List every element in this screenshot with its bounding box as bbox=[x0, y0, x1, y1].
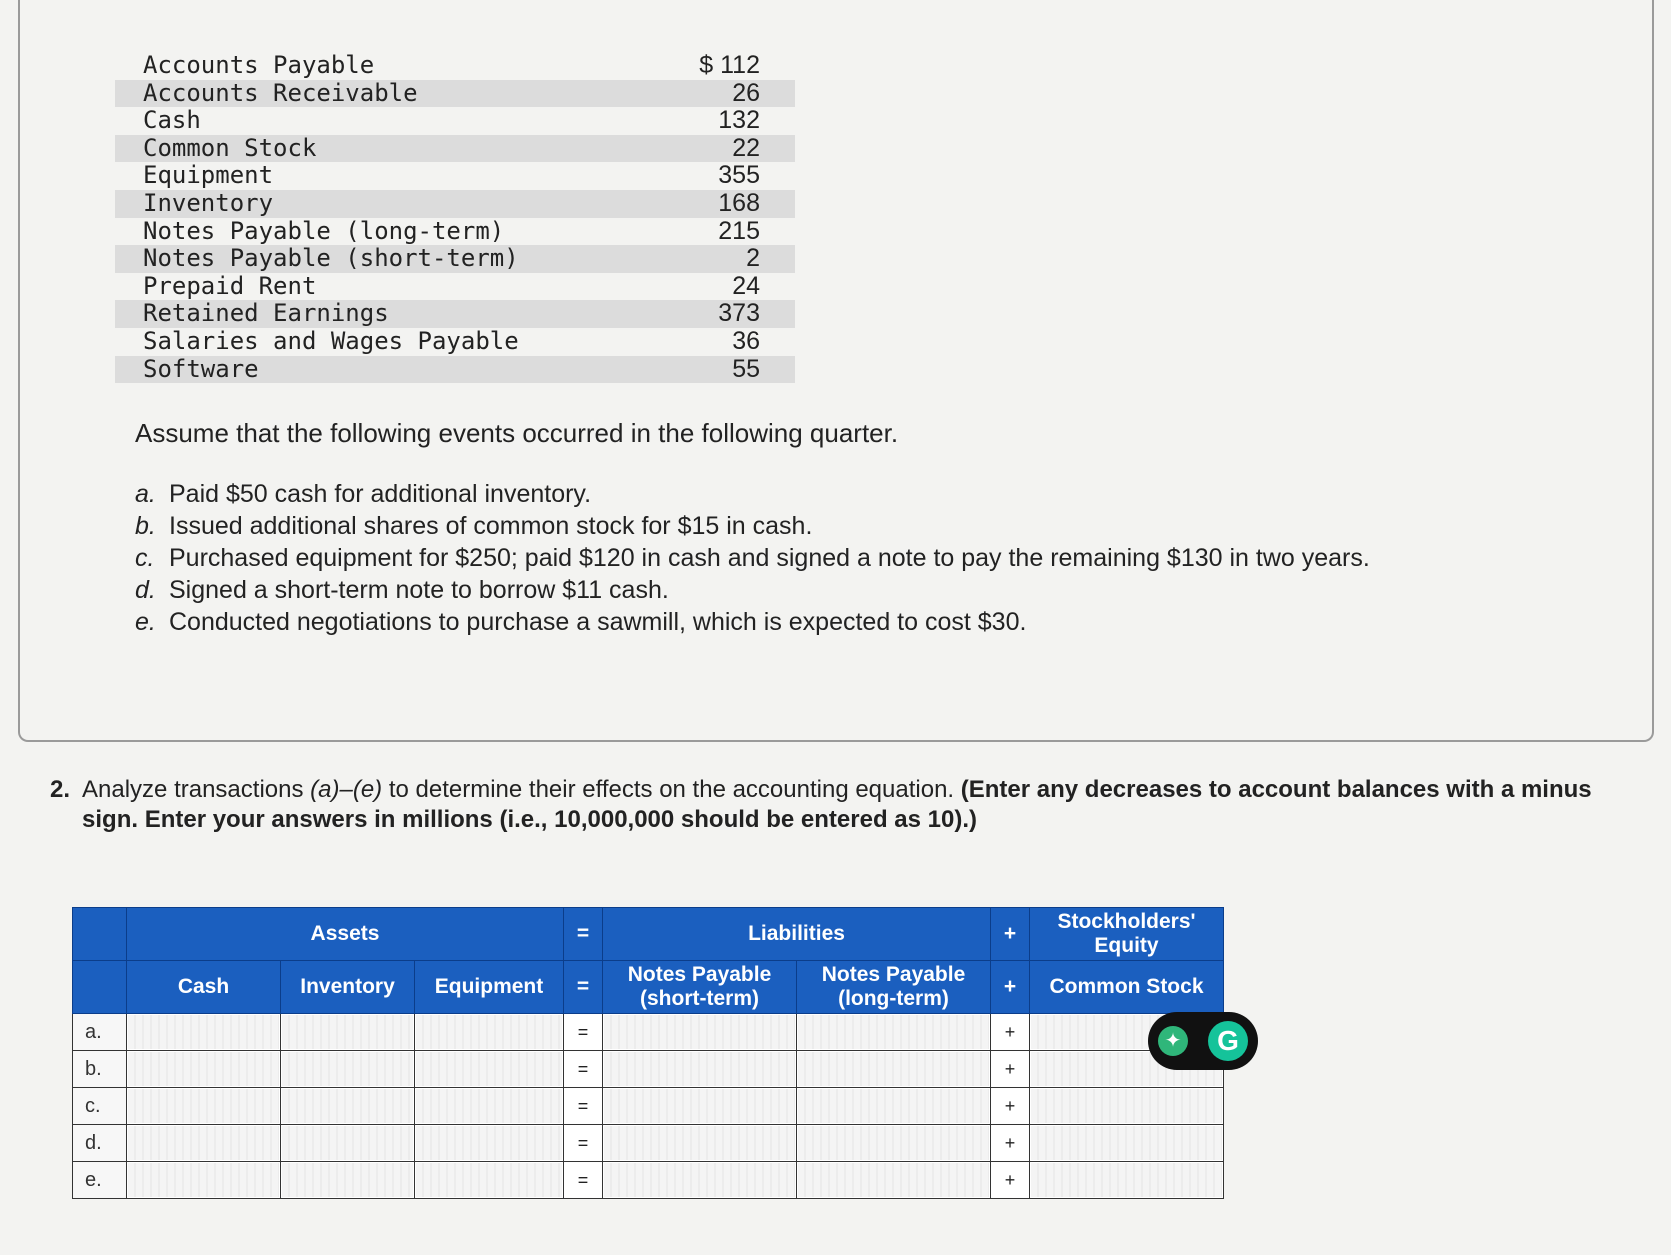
event-item: b. Issued additional shares of common stock for $15 in cash. bbox=[135, 512, 813, 540]
table-row bbox=[73, 1125, 1224, 1162]
inventory-input[interactable] bbox=[282, 1126, 413, 1160]
np-long-input[interactable] bbox=[798, 1015, 989, 1049]
question-text: Analyze transactions (a)–(e) to determine their effects on the accounting equation. (Enter any decreases to account balances with a minus sign. Enter your answers in millions (i.e., 10,000,000 should be entered as 10).) bbox=[82, 776, 1592, 833]
table-row bbox=[73, 1162, 1224, 1199]
inventory-input[interactable] bbox=[282, 1015, 413, 1049]
common-stock-input[interactable] bbox=[1031, 1126, 1222, 1160]
question-number: 2. bbox=[50, 776, 71, 803]
common-stock-input[interactable] bbox=[1031, 1089, 1222, 1123]
table-row bbox=[73, 1014, 1224, 1051]
balance-row: Common Stock 22 bbox=[115, 135, 795, 163]
group-header-row bbox=[73, 908, 1224, 961]
inventory-header: Inventory bbox=[281, 961, 415, 1014]
balance-row: Salaries and Wages Payable 36 bbox=[143, 326, 760, 355]
liabilities-header: Liabilities bbox=[603, 908, 991, 961]
np-short-input[interactable] bbox=[604, 1163, 795, 1197]
equipment-input[interactable] bbox=[416, 1015, 562, 1049]
np-short-input[interactable] bbox=[604, 1126, 795, 1160]
balance-row: Prepaid Rent 24 bbox=[143, 271, 760, 300]
common-stock-header: Common Stock bbox=[1030, 961, 1224, 1014]
assets-header: Assets bbox=[127, 908, 564, 961]
equipment-input[interactable] bbox=[416, 1126, 562, 1160]
np-long-header: Notes Payable (long-term) bbox=[797, 961, 991, 1014]
row-label: c. bbox=[73, 1088, 127, 1125]
balance-row: Notes Payable (long-term) 215 bbox=[143, 216, 760, 245]
question-2 bbox=[50, 775, 1640, 835]
plus-sign: + bbox=[991, 1088, 1030, 1125]
equipment-header: Equipment bbox=[415, 961, 564, 1014]
row-label: d. bbox=[73, 1125, 127, 1162]
equals-header: = bbox=[564, 908, 603, 961]
cash-header: Cash bbox=[127, 961, 281, 1014]
np-long-input[interactable] bbox=[798, 1089, 989, 1123]
grammarly-widget[interactable] bbox=[1148, 1012, 1258, 1070]
equipment-input[interactable] bbox=[416, 1089, 562, 1123]
inventory-input[interactable] bbox=[282, 1089, 413, 1123]
np-long-input[interactable] bbox=[798, 1126, 989, 1160]
event-item: c. Purchased equipment for $250; paid $120 in cash and signed a note to pay the remaining $130 in two years. bbox=[135, 544, 1370, 572]
column-header-row bbox=[73, 961, 1224, 1014]
plus-header: + bbox=[991, 908, 1030, 961]
balance-row: Cash 132 bbox=[143, 106, 760, 135]
cash-input[interactable] bbox=[128, 1089, 279, 1123]
equals-sign: = bbox=[564, 1051, 603, 1088]
balance-row: Software 55 bbox=[115, 356, 795, 384]
balance-row: Retained Earnings 373 bbox=[115, 300, 795, 328]
events-intro: Assume that the following events occurred in the following quarter. bbox=[135, 418, 899, 448]
lightbulb-icon[interactable]: ✦ bbox=[1158, 1026, 1188, 1056]
inventory-input[interactable] bbox=[282, 1163, 413, 1197]
balance-row: Notes Payable (short-term) 2 bbox=[115, 245, 795, 273]
row-label: b. bbox=[73, 1051, 127, 1088]
equals-col-header: = bbox=[564, 961, 603, 1014]
balance-row: Inventory 168 bbox=[115, 190, 795, 218]
inventory-input[interactable] bbox=[282, 1052, 413, 1086]
plus-col-header: + bbox=[991, 961, 1030, 1014]
equity-header: Stockholders' Equity bbox=[1030, 908, 1224, 961]
cash-input[interactable] bbox=[128, 1163, 279, 1197]
common-stock-input[interactable] bbox=[1031, 1163, 1222, 1197]
np-long-input[interactable] bbox=[798, 1052, 989, 1086]
events-list bbox=[135, 478, 1370, 638]
event-item: d. Signed a short-term note to borrow $11 cash. bbox=[135, 576, 669, 604]
np-short-input[interactable] bbox=[604, 1089, 795, 1123]
plus-sign: + bbox=[991, 1162, 1030, 1199]
event-item: a. Paid $50 cash for additional inventory. bbox=[135, 480, 592, 508]
np-short-input[interactable] bbox=[604, 1015, 795, 1049]
accounting-equation-table bbox=[72, 907, 1224, 1199]
balance-row: Accounts Payable $ 112 bbox=[143, 51, 760, 79]
event-item: e. Conducted negotiations to purchase a sawmill, which is expected to cost $30. bbox=[135, 608, 1027, 636]
np-short-input[interactable] bbox=[604, 1052, 795, 1086]
equals-sign: = bbox=[564, 1014, 603, 1051]
np-short-header: Notes Payable (short-term) bbox=[603, 961, 797, 1014]
balance-row: Accounts Receivable 26 bbox=[115, 80, 795, 108]
plus-sign: + bbox=[991, 1051, 1030, 1088]
row-label: a. bbox=[73, 1014, 127, 1051]
table-row bbox=[73, 1051, 1224, 1088]
cash-input[interactable] bbox=[128, 1126, 279, 1160]
equals-sign: = bbox=[564, 1088, 603, 1125]
np-long-input[interactable] bbox=[798, 1163, 989, 1197]
equipment-input[interactable] bbox=[416, 1052, 562, 1086]
problem-panel bbox=[18, 0, 1654, 742]
row-label: e. bbox=[73, 1162, 127, 1199]
cash-input[interactable] bbox=[128, 1052, 279, 1086]
plus-sign: + bbox=[991, 1014, 1030, 1051]
cash-input[interactable] bbox=[128, 1015, 279, 1049]
equipment-input[interactable] bbox=[416, 1163, 562, 1197]
table-row bbox=[73, 1088, 1224, 1125]
grammarly-logo-icon[interactable]: G bbox=[1208, 1021, 1248, 1061]
account-balances-list bbox=[115, 52, 795, 383]
plus-sign: + bbox=[991, 1125, 1030, 1162]
equals-sign: = bbox=[564, 1125, 603, 1162]
balance-row: Equipment 355 bbox=[143, 161, 760, 190]
equals-sign: = bbox=[564, 1162, 603, 1199]
